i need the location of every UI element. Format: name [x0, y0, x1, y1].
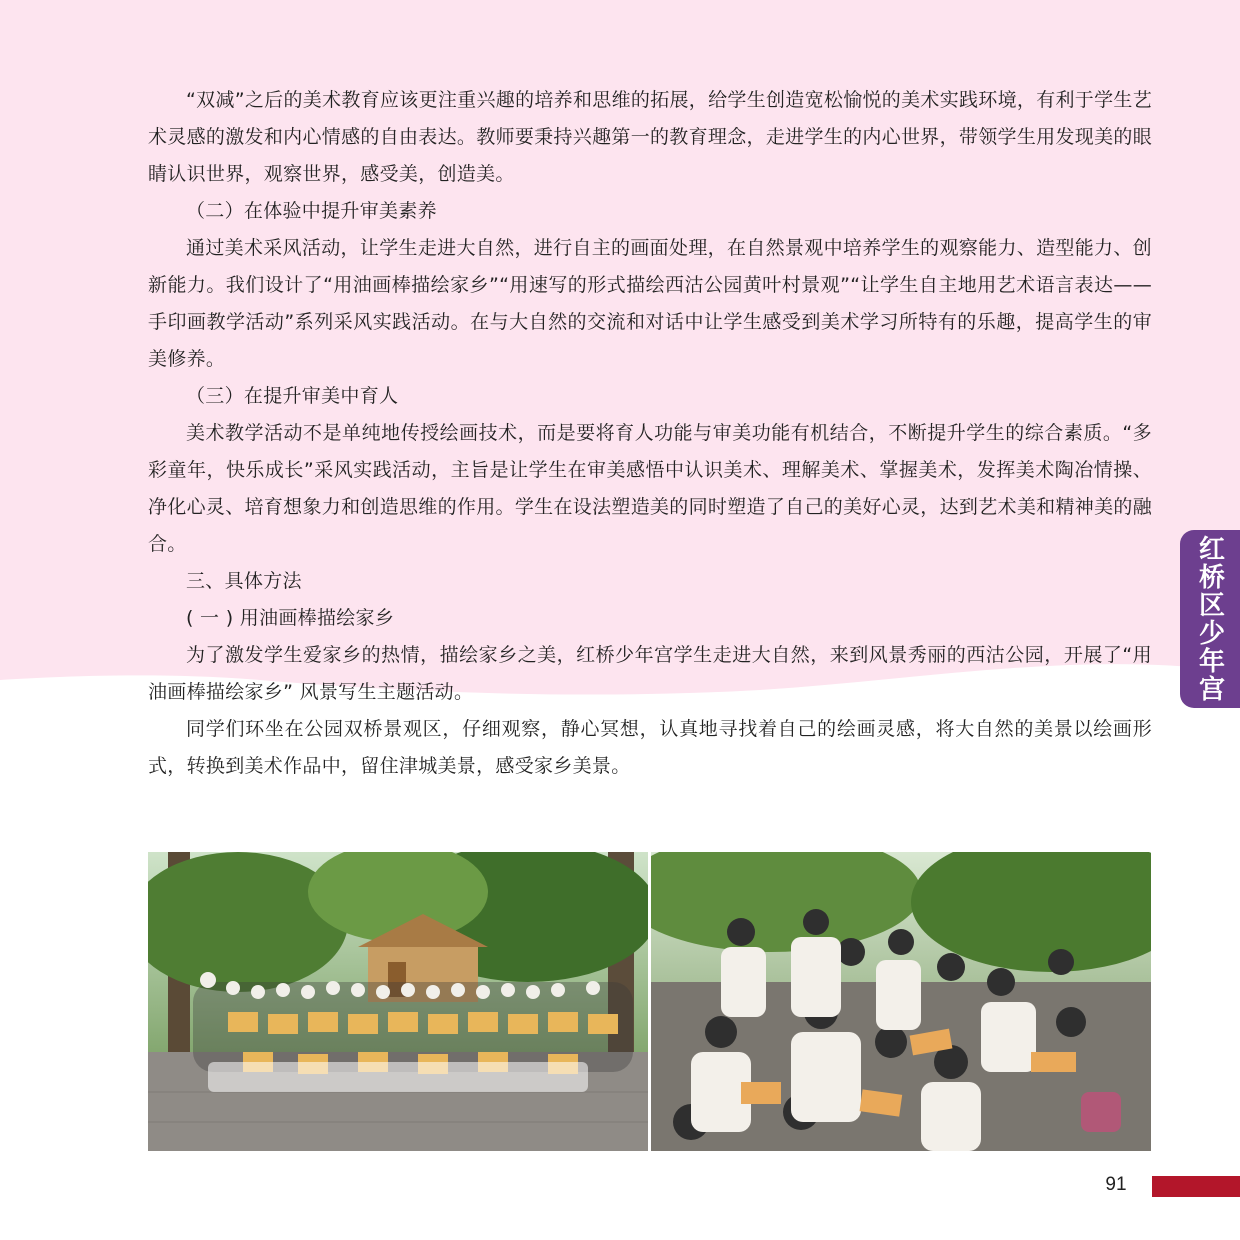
page-number: 91	[1105, 1174, 1127, 1195]
page-accent-bar	[1152, 1176, 1240, 1197]
article-body	[148, 82, 1152, 785]
students-drawing-photo	[651, 852, 1151, 1151]
paragraph-3: 美术教学活动不是单纯地传授绘画技术，而是要将育人功能与审美功能有机结合，不断提升学生的综合素质。“多彩童年，快乐成长”采风实践活动，主旨是让学生在审美感悟中认识美术、理解美术、掌握美术，发挥美术陶冶情操、净化心灵、培育想象力和创造思维的作用。学生在设法塑造美的同时塑造了自己的美好心灵，达到艺术美和精神美的融合。	[148, 422, 1152, 555]
paragraph-5: 同学们环坐在公园双桥景观区，仔细观察，静心冥想，认真地寻找着自己的绘画灵感，将大自然的美景以绘画形式，转换到美术作品中，留住津城美景，感受家乡美景。	[148, 718, 1152, 777]
side-tab-label: 红桥区少年宫	[1194, 535, 1225, 703]
paragraph-2: 通过美术采风活动，让学生走进大自然，进行自主的画面处理，在自然景观中培养学生的观察能力、造型能力、创新能力。我们设计了“用油画棒描绘家乡”“用速写的形式描绘西沽公园黄叶村景观”“让学生自主地用艺术语言表达——手印画教学活动”系列采风实践活动。在与大自然的交流和对话中让学生感受到美术学习所特有的乐趣，提高学生的审美修养。	[148, 237, 1152, 370]
paragraph-1: “双减”之后的美术教育应该更注重兴趣的培养和思维的拓展，给学生创造宽松愉悦的美术实践环境，有利于学生艺术灵感的激发和内心情感的自由表达。教师要秉持兴趣第一的教育理念，走进学生的内心世界，带领学生用发现美的眼睛认识世界，观察世界，感受美，创造美。	[148, 89, 1152, 185]
group-photo	[148, 852, 648, 1151]
subsection-heading-1: ( 一 ) 用油画棒描绘家乡	[186, 607, 395, 629]
section-heading-2: （二）在体验中提升审美素养	[186, 200, 437, 222]
section-heading-3: （三）在提升审美中育人	[186, 385, 399, 407]
paragraph-4: 为了激发学生爱家乡的热情，描绘家乡之美，红桥少年宫学生走进大自然，来到风景秀丽的西沽公园，开展了“用油画棒描绘家乡” 风景写生主题活动。	[148, 644, 1152, 703]
section-heading-methods: 三、具体方法	[186, 570, 302, 592]
section-side-tab	[1180, 530, 1240, 708]
